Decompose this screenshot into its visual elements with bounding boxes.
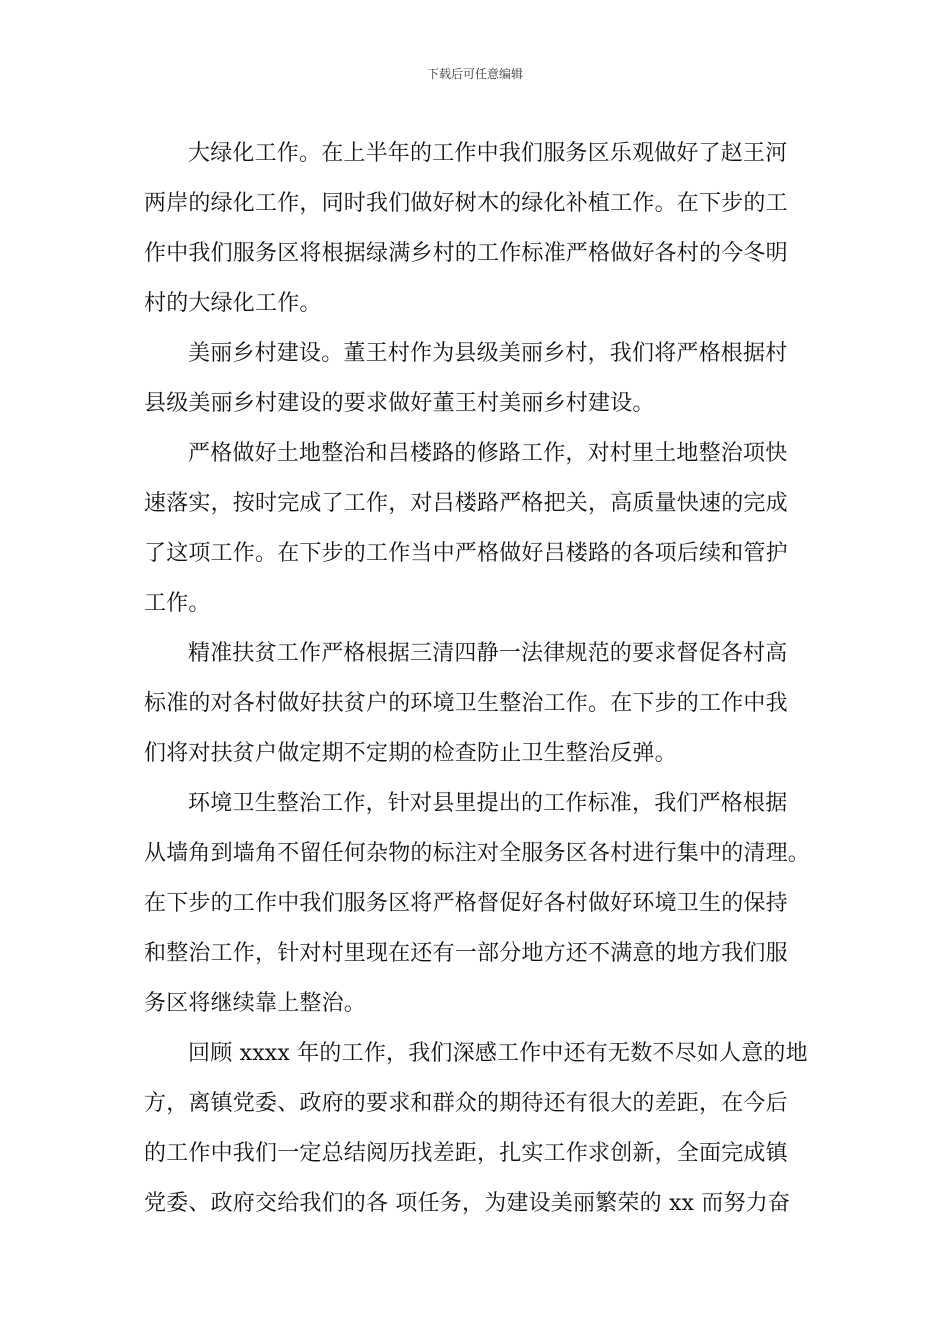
text-line: 标准的对各村做好扶贫户的环境卫生整治工作。在下步的工作中我 — [144, 691, 788, 716]
page-header: 下载后可任意编辑 — [426, 67, 523, 81]
text-line: 环境卫生整治工作，针对县里提出的工作标准，我们严格根据 — [188, 791, 788, 816]
text-line: 村的大绿化工作。 — [144, 291, 322, 316]
text-line: 美丽乡村建设。董王村作为县级美丽乡村，我们将严格根据村 — [188, 341, 788, 366]
text-line: 务区将继续靠上整治。 — [144, 991, 367, 1016]
text-line: 严格做好土地整治和吕楼路的修路工作，对村里土地整治项快 — [188, 441, 788, 466]
text-line: 在下步的工作中我们服务区将严格督促好各村做好环境卫生的保持 — [144, 891, 788, 916]
text-line: 速落实，按时完成了工作，对吕楼路严格把关，高质量快速的完成 — [144, 491, 788, 516]
paragraph-beautiful-village — [144, 329, 812, 429]
text-line: 党委、政府交给我们的各 项任务，为建设美丽繁荣的 xx 而努力奋 — [144, 1191, 791, 1216]
paragraph-sanitation — [144, 779, 812, 1029]
text-line: 了这项工作。在下步的工作当中严格做好吕楼路的各项后续和管护 — [144, 541, 788, 566]
text-line: 回顾 xxxx 年的工作，我们深感工作中还有无数不尽如人意的地 — [188, 1041, 808, 1066]
text-line: 县级美丽乡村建设的要求做好董王村美丽乡村建设。 — [144, 391, 655, 416]
paragraph-greening — [144, 129, 812, 329]
text-line: 方，离镇党委、政府的要求和群众的期待还有很大的差距，在今后 — [144, 1091, 788, 1116]
text-line: 精准扶贫工作严格根据三清四静一法律规范的要求督促各村高 — [188, 641, 788, 666]
text-line: 的工作中我们一定总结阅历找差距，扎实工作求创新，全面完成镇 — [144, 1141, 788, 1166]
text-line: 大绿化工作。在上半年的工作中我们服务区乐观做好了赵王河 — [188, 141, 788, 166]
text-line: 作中我们服务区将根据绿满乡村的工作标准严格做好各村的今冬明 — [144, 241, 788, 266]
paragraph-road-works — [144, 429, 812, 629]
paragraph-poverty-alleviation — [144, 629, 812, 779]
document-body — [144, 129, 812, 1229]
paragraph-review — [144, 1029, 812, 1229]
text-line: 从墙角到墙角不留任何杂物的标注对全服务区各村进行集中的清理。 — [144, 841, 811, 866]
text-line: 们将对扶贫户做定期不定期的检查防止卫生整治反弹。 — [144, 741, 677, 766]
text-line: 两岸的绿化工作，同时我们做好树木的绿化补植工作。在下步的工 — [144, 191, 788, 216]
text-line: 和整治工作，针对村里现在还有一部分地方还不满意的地方我们服 — [144, 941, 788, 966]
text-line: 工作。 — [144, 591, 211, 616]
